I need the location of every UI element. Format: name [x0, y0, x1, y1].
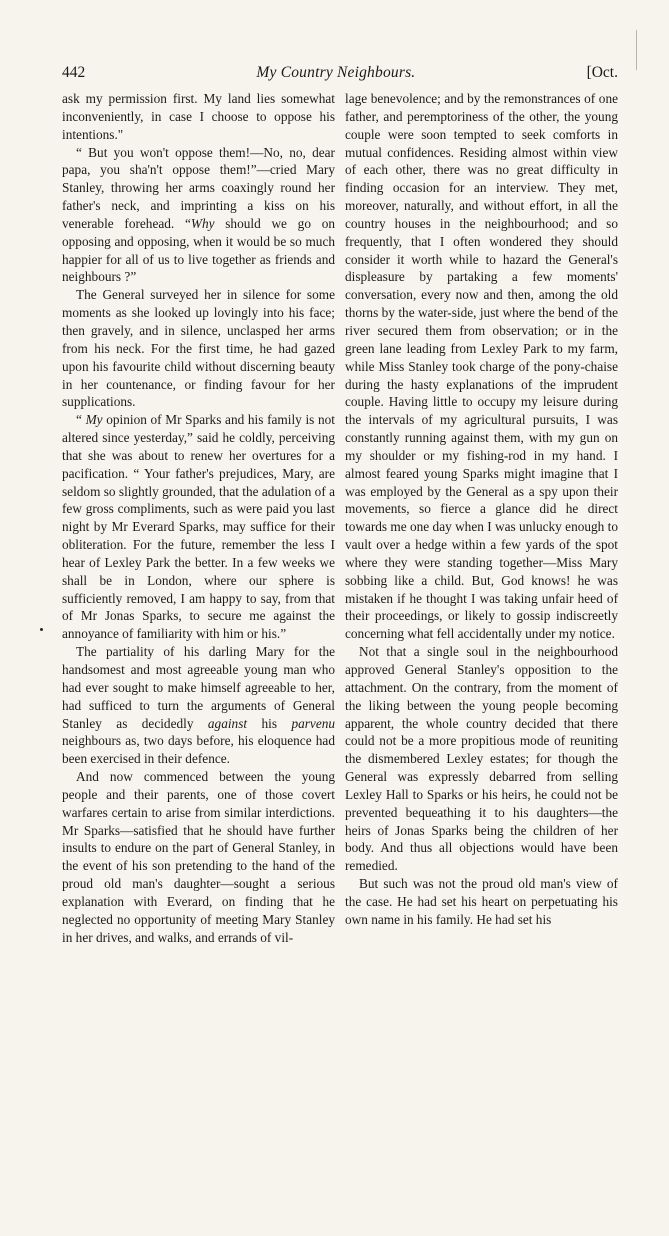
italic-word: against	[207, 715, 248, 731]
paragraph: ask my permission first. My land lies somewhat inconveniently, in case I choose to oppose his intentions."	[62, 91, 335, 142]
italic-word: Why	[190, 215, 215, 231]
paragraph: But such was not the proud old man's view of the case. He had set his heart on perpetuating his own name in his family. He had set his	[345, 876, 618, 927]
left-column	[62, 90, 335, 947]
margin-mark	[40, 628, 43, 631]
page-edge-mark	[636, 30, 637, 70]
paragraph: Not that a single soul in the neighbourhood approved General Stanley's opposition to the attachment. On the contrary, from the moment of the liking between the young people becoming apparent, the whole country decided that there could not be a more propitious mode of reuniting the dismembered Lexley estates; for though the General was expressly debarred from selling Lexley Hall to Sparks or his heirs, he could not be prevented bequeathing it to his daughters—the heirs of Jonas Sparks being the children of her body. And thus all objections would have been remedied.	[345, 644, 618, 874]
paragraph: lage benevolence; and by the remonstrances of one father, and peremptoriness of the other, the young couple were soon tempted to seek comforts in mutual confidences. Residing almost within view of each other, there was no great difficulty in finding occasion for an interview. They met, moreover, naturally, and without effort, in all the country houses in the neighbourhood; and so frequently, that I often wondered they should consider it worth while to hazard the General's displeasure by partaking a few moments' conversation, every now and then, among the old thorns by the water-side, just where the bend of the river secured them from observation; or in the green lane leading from Lexley Park to my farm, while Miss Stanley took charge of the pony-chaise during the hasty explanations of the imprudent couple. Having little to occupy my leisure during the intervals of my agricultural pursuits, I was constantly running against them, with my gun on my shoulder or my fishing-rod in my hand. I almost feared young Sparks might imagine that I was employed by the General as a spy upon their movements, so fierce a glance did he direct towards me one day when I was unlucky enough to vault over a hedge within a few yards of the spot where they were standing together—Miss Mary sobbing like a child. But, God knows! he was mistaken if he thought I was taking unfair heed of their proceedings, or likely to gossip indiscreetly concerning what fell accidentally under my notice.	[345, 91, 618, 642]
running-title: My Country Neighbours.	[256, 64, 416, 81]
book-page	[62, 64, 618, 947]
page-number: 442	[62, 64, 86, 81]
italic-word: My	[85, 412, 103, 428]
running-header	[62, 64, 618, 88]
text-columns	[62, 90, 618, 947]
paragraph: “ But you won't oppose them!—No, no, dear papa, you sha'n't oppose them!”—cried Mary Stanley, throwing her arms coaxingly round her father's neck, and imprinting a kiss on his venerable forehead. “Why should we go on opposing and opposing, when it would be so much happier for all of us to live together as friends and neighbours ?”	[62, 144, 335, 285]
italic-word: parvenu	[291, 715, 336, 731]
month-marker: [Oct.	[586, 64, 618, 81]
paragraph: The partiality of his darling Mary for the handsomest and most agreeable young man who had ever sought to make himself agreeable to her, had sufficed to turn the arguments of General Stanley as decidedly against his parvenu neighbours as, two days before, his eloquence had been exercised in their defence.	[62, 644, 336, 767]
paragraph: “ My opinion of Mr Sparks and his family is not altered since yesterday,” said he coldly, perceiving that she was about to renew her overtures for a pacification. “ Your father's prejudices, Mary, are seldom so slightly grounded, that the adulation of a few gross compliments, such as were paid you last night by Mr Everard Sparks, may suffice for their obliteration. For the future, remember the less I hear of Lexley Park the better. In a few weeks we shall be in London, where our sphere is sufficiently removed, I am happy to say, from that of Mr Jonas Sparks, to secure me against the annoyance of familiarity with him or his.”	[62, 412, 335, 642]
paragraph: The General surveyed her in silence for some moments as she looked up lovingly into his face; then gravely, and in silence, unclasped her arms from his neck. For the first time, he had gazed upon his favourite child without discerning beauty in her countenance, or finding favour for her supplications.	[62, 287, 335, 410]
paragraph: And now commenced between the young people and their parents, one of those covert warfares certain to arise from similar interdictions. Mr Sparks—satisfied that he should have further insults to endure on the part of General Stanley, in the event of his son pretending to the hand of the proud old man's daughter—sought a serious explanation with Everard, on finding that he neglected no opportunity of meeting Mary Stanley in her drives, and walks, and errands of vil-	[62, 769, 335, 945]
right-column	[345, 90, 618, 947]
